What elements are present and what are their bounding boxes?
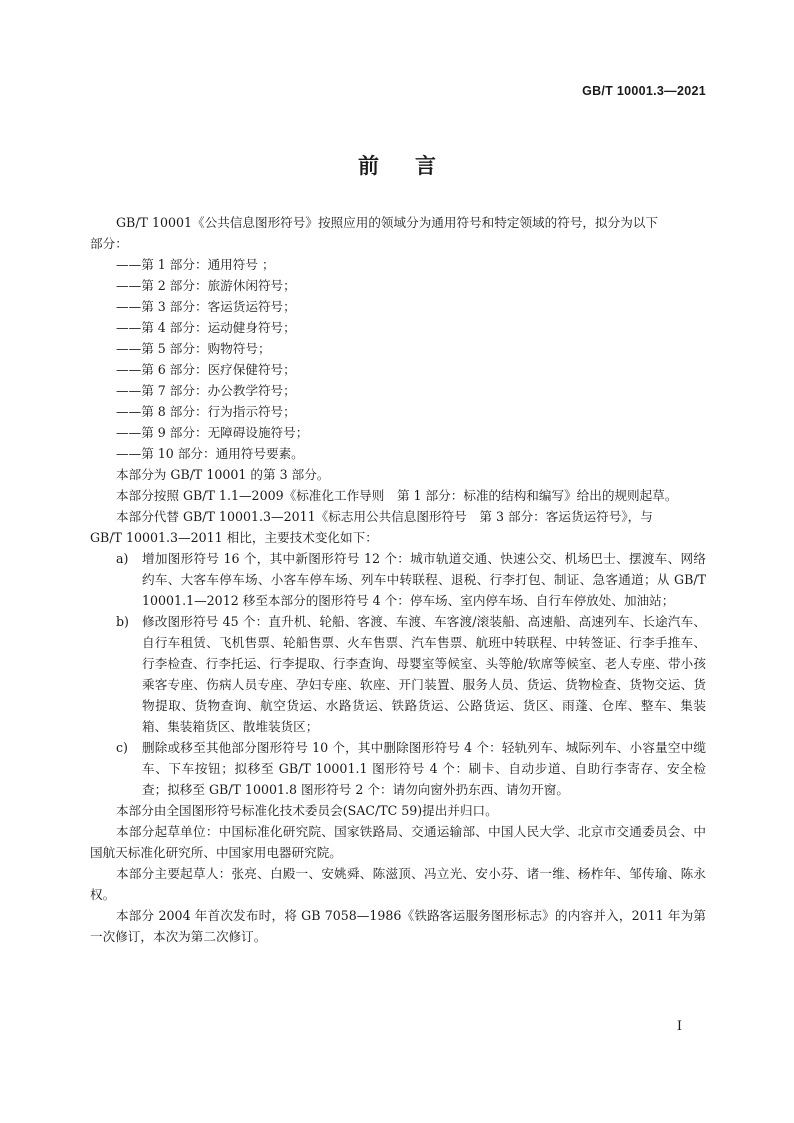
item-marker: b): [116, 614, 129, 629]
foreword-body: [90, 212, 706, 947]
item-marker: c): [116, 740, 128, 755]
standard-code: GB/T 10001.3—2021: [582, 84, 706, 98]
drafters-paragraph: 本部分主要起草人：张亮、白殿一、安姚舜、陈滋顶、冯立光、安小芬、诸一维、杨柞年、邹传瑜、陈永权。: [90, 866, 706, 902]
change-item-b: [90, 611, 706, 737]
list-item: ——第 6 部分：医疗保健符号；: [116, 362, 296, 377]
list-item: ——第 8 部分：行为指示符号；: [116, 404, 296, 419]
item-text: 修改图形符号 45 个：直升机、轮船、客渡、车渡、车客渡/滚装船、高速船、高速列车、长途汽车、自行车租赁、飞机售票、轮船售票、火车售票、汽车售票、航班中转联程、中转签证、行李手推车、行李检查、行李托运、行李提取、行李查询、母婴室等候室、头等舱/软席等候室、老人专座、带小孩乘客专座、伤病人员专座、孕妇专座、软座、开门装置、服务人员、货运、货物检查、货物交运、货物提取、货物查询、航空货运、水路货运、铁路货运、公路货运、货区、雨蓬、仓库、整车、集装箱、集装箱货区、散堆装货区；: [142, 614, 706, 734]
intro-line-1: GB/T 10001《公共信息图形符号》按照应用的领域分为通用符号和特定领域的符号，拟分为以下: [116, 215, 658, 230]
list-item: ——第 3 部分：客运货运符号；: [116, 299, 296, 314]
item-text: 增加图形符号 16 个，其中新图形符号 12 个：城市轨道交通、快速公交、机场巴士、摆渡车、网络约车、大客车停车场、小客车停车场、列车中转联程、退税、行李打包、制证、急客通道；从 GB/T 10001.1—2012 移至本部分的图形符号 4 个：停车场、室内停车场、自行车停放处、加油站；: [142, 551, 706, 608]
history-paragraph: 本部分 2004 年首次发布时，将 GB 7058—1986《铁路客运服务图形标志》的内容并入，2011 年为第一次修订，本次为第二次修订。: [90, 908, 706, 944]
proposed-by-paragraph: 本部分由全国图形符号标准化技术委员会(SAC/TC 59)提出并归口。: [116, 803, 498, 818]
changes-list: [90, 548, 706, 800]
list-item: ——第 4 部分：运动健身符号；: [116, 320, 296, 335]
part-of-paragraph: 本部分为 GB/T 10001 的第 3 部分。: [116, 467, 330, 482]
list-item: ——第 7 部分：办公教学符号；: [116, 383, 296, 398]
parts-list: [90, 254, 706, 464]
drafting-rules-paragraph: 本部分按照 GB/T 1.1—2009《标准化工作导则 第 1 部分：标准的结构和编写》给出的规则起草。: [116, 488, 678, 503]
page-number: I: [676, 1019, 682, 1034]
list-item: ——第 1 部分：通用符号 ；: [116, 257, 275, 272]
replacement-line-2: GB/T 10001.3—2011 相比，主要技术变化如下：: [90, 530, 378, 545]
change-item-c: [90, 737, 706, 800]
list-item: ——第 9 部分：无障碍设施符号；: [116, 425, 309, 440]
item-marker: a): [116, 551, 129, 566]
item-text: 删除或移至其他部分图形符号 10 个，其中删除图形符号 4 个：轻轨列车、城际列车、小容量空中缆车、下车按钮；拟移至 GB/T 10001.1 图形符号 4 个：刷卡、自动步道、自助行李寄存、安全检查；拟移至 GB/T 10001.8 图形符号 2 个：请勿向窗外扔东西、请勿开窗。: [142, 740, 706, 797]
replacement-line-1: 本部分代替 GB/T 10001.3—2011《标志用公共信息图形符号 第 3 部分：客运货运符号》，与: [116, 509, 653, 524]
list-item: ——第 5 部分：购物符号；: [116, 341, 271, 356]
change-item-a: [90, 548, 706, 611]
drafting-units-paragraph: 本部分起草单位：中国标准化研究院、国家铁路局、交通运输部、中国人民大学、北京市交通委员会、中国航天标准化研究所、中国家用电器研究院。: [90, 824, 706, 860]
intro-line-2: 部分：: [90, 236, 128, 251]
list-item: ——第 2 部分：旅游休闲符号；: [116, 278, 296, 293]
list-item: ——第 10 部分：通用符号要素。: [116, 446, 304, 461]
page-title: 前言: [358, 154, 472, 178]
